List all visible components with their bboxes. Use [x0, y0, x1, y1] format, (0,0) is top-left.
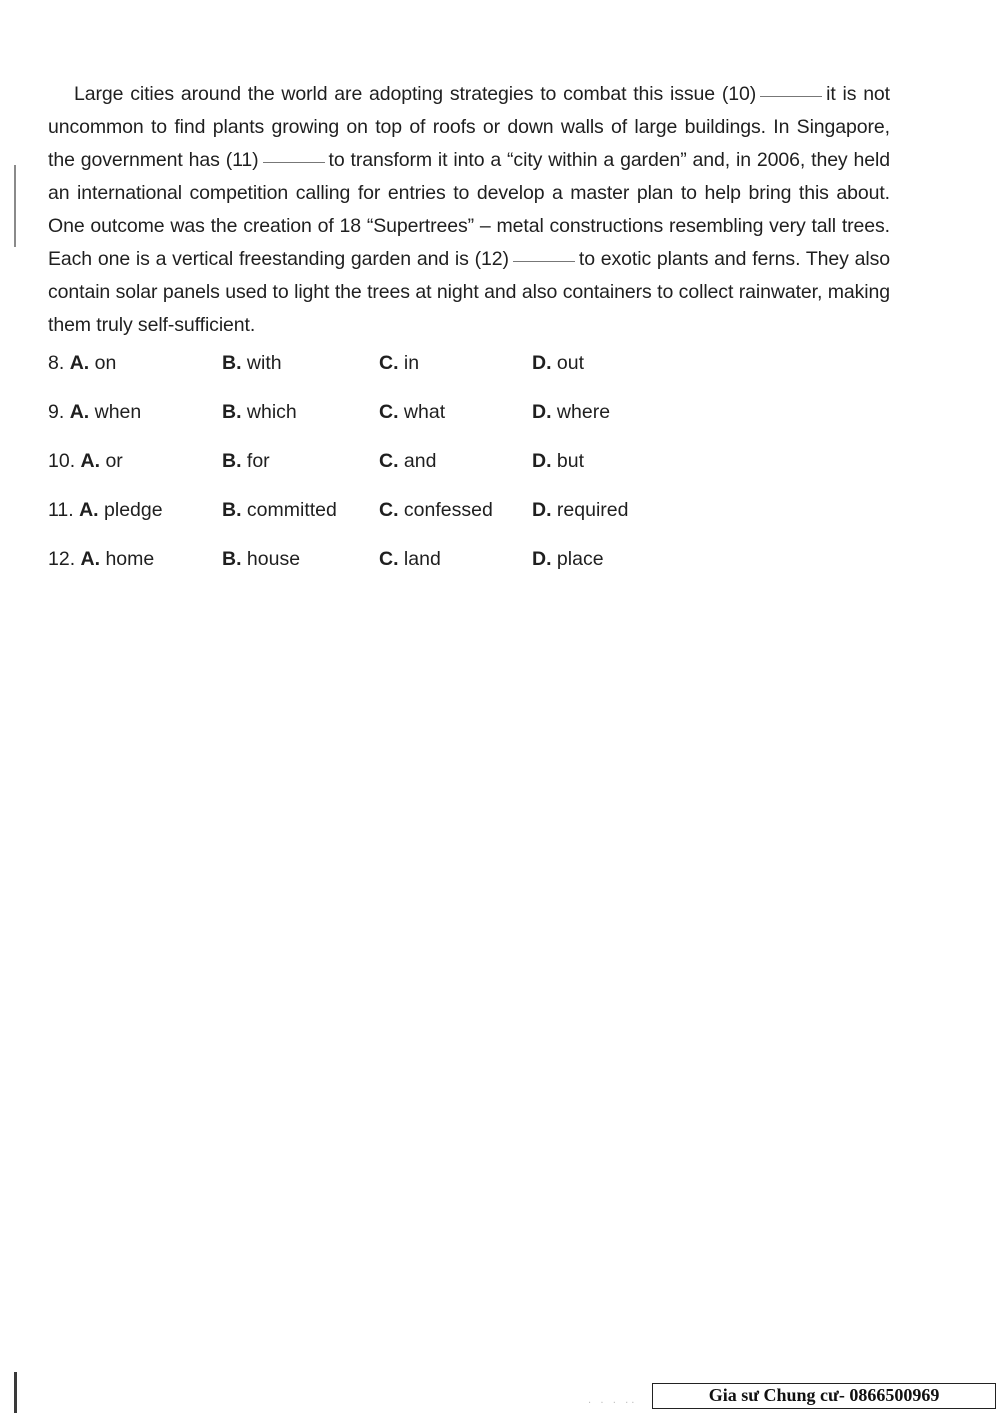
option-text: land — [403, 548, 441, 570]
option-text: home — [105, 548, 155, 570]
scan-artifact: · · · ·· — [588, 1398, 638, 1409]
option-text: confessed — [403, 499, 493, 521]
footer-label: Gia sư Chung cư- 0866500969 — [652, 1383, 996, 1409]
option-c — [379, 499, 493, 522]
option-d — [532, 499, 628, 522]
option-a — [48, 450, 123, 473]
option-b — [222, 352, 282, 375]
option-text: and — [403, 450, 437, 472]
option-letter: A. — [69, 401, 90, 423]
question-number: 10. — [48, 450, 76, 472]
passage-text-4: to exotic plants and ferns. They also contain solar panels used to light the trees at night and also containers to collect rainwater, making them truly self-sufficient. — [48, 248, 890, 336]
option-b — [222, 401, 297, 424]
question-number: 9. — [48, 401, 65, 423]
option-letter: A. — [79, 499, 99, 521]
option-text: which — [246, 401, 297, 423]
answer-blank-12 — [513, 260, 575, 262]
option-letter: A. — [80, 450, 101, 472]
option-text: house — [246, 548, 301, 570]
option-text: required — [556, 499, 629, 521]
passage-text-3: to transform it into a “city within a garden” and, in 2006, they held an international competition calling for entries to develop a master plan to help bring this about. One outcome was the creation of 18 “Supertrees” – metal constructions resembling very tall trees. Each one is a vertical freestanding garden and is (12) — [48, 149, 890, 270]
option-b — [222, 450, 270, 473]
question-row-9 — [48, 401, 668, 450]
option-c — [379, 548, 441, 571]
option-d — [532, 450, 584, 473]
option-text: committed — [246, 499, 337, 521]
question-row-8 — [48, 352, 668, 401]
reading-passage — [48, 78, 890, 342]
option-text: when — [94, 401, 142, 423]
passage-text-1: Large cities around the world are adopting strategies to combat this issue (10) — [74, 83, 757, 105]
option-letter: D. — [532, 352, 552, 374]
page-edge-mark — [14, 165, 16, 247]
option-letter: D. — [532, 548, 552, 570]
option-letter: D. — [532, 401, 552, 423]
option-letter: D. — [532, 499, 552, 521]
option-b — [222, 548, 300, 571]
option-a — [48, 548, 154, 571]
option-text: for — [246, 450, 270, 472]
option-b — [222, 499, 337, 522]
question-list — [48, 352, 668, 597]
question-number: 12. — [48, 548, 76, 570]
option-text: in — [403, 352, 420, 374]
option-letter: C. — [379, 450, 399, 472]
option-letter: D. — [532, 450, 552, 472]
question-number: 8. — [48, 352, 65, 374]
option-a — [48, 352, 116, 375]
option-letter: A. — [69, 352, 90, 374]
option-letter: C. — [379, 548, 399, 570]
option-letter: B. — [222, 401, 242, 423]
option-text: place — [556, 548, 604, 570]
option-text: what — [403, 401, 446, 423]
option-d — [532, 401, 610, 424]
option-c — [379, 401, 445, 424]
option-letter: B. — [222, 499, 242, 521]
question-number: 11. — [48, 499, 74, 521]
option-a — [48, 499, 163, 522]
option-text: with — [246, 352, 282, 374]
option-text: pledge — [104, 499, 163, 521]
option-text: out — [556, 352, 585, 374]
option-d — [532, 352, 584, 375]
option-a — [48, 401, 141, 424]
passage-text-2: it is not uncommon to find plants growing on top of roofs or down walls of large buildings. In Singapore, the government has (11) — [48, 83, 890, 171]
answer-blank-11 — [263, 161, 325, 163]
option-text: or — [105, 450, 123, 472]
option-letter: A. — [80, 548, 101, 570]
question-row-10 — [48, 450, 668, 499]
question-row-11 — [48, 499, 668, 548]
option-letter: C. — [379, 499, 399, 521]
option-letter: C. — [379, 401, 399, 423]
option-text: but — [556, 450, 585, 472]
option-c — [379, 352, 419, 375]
option-d — [532, 548, 604, 571]
option-c — [379, 450, 436, 473]
option-letter: B. — [222, 548, 242, 570]
option-text: where — [556, 401, 611, 423]
option-letter: B. — [222, 352, 242, 374]
answer-blank-10 — [760, 95, 822, 97]
option-letter: B. — [222, 450, 242, 472]
page-edge-mark-bottom — [14, 1372, 17, 1413]
question-row-12 — [48, 548, 668, 597]
option-letter: C. — [379, 352, 399, 374]
option-text: on — [94, 352, 117, 374]
